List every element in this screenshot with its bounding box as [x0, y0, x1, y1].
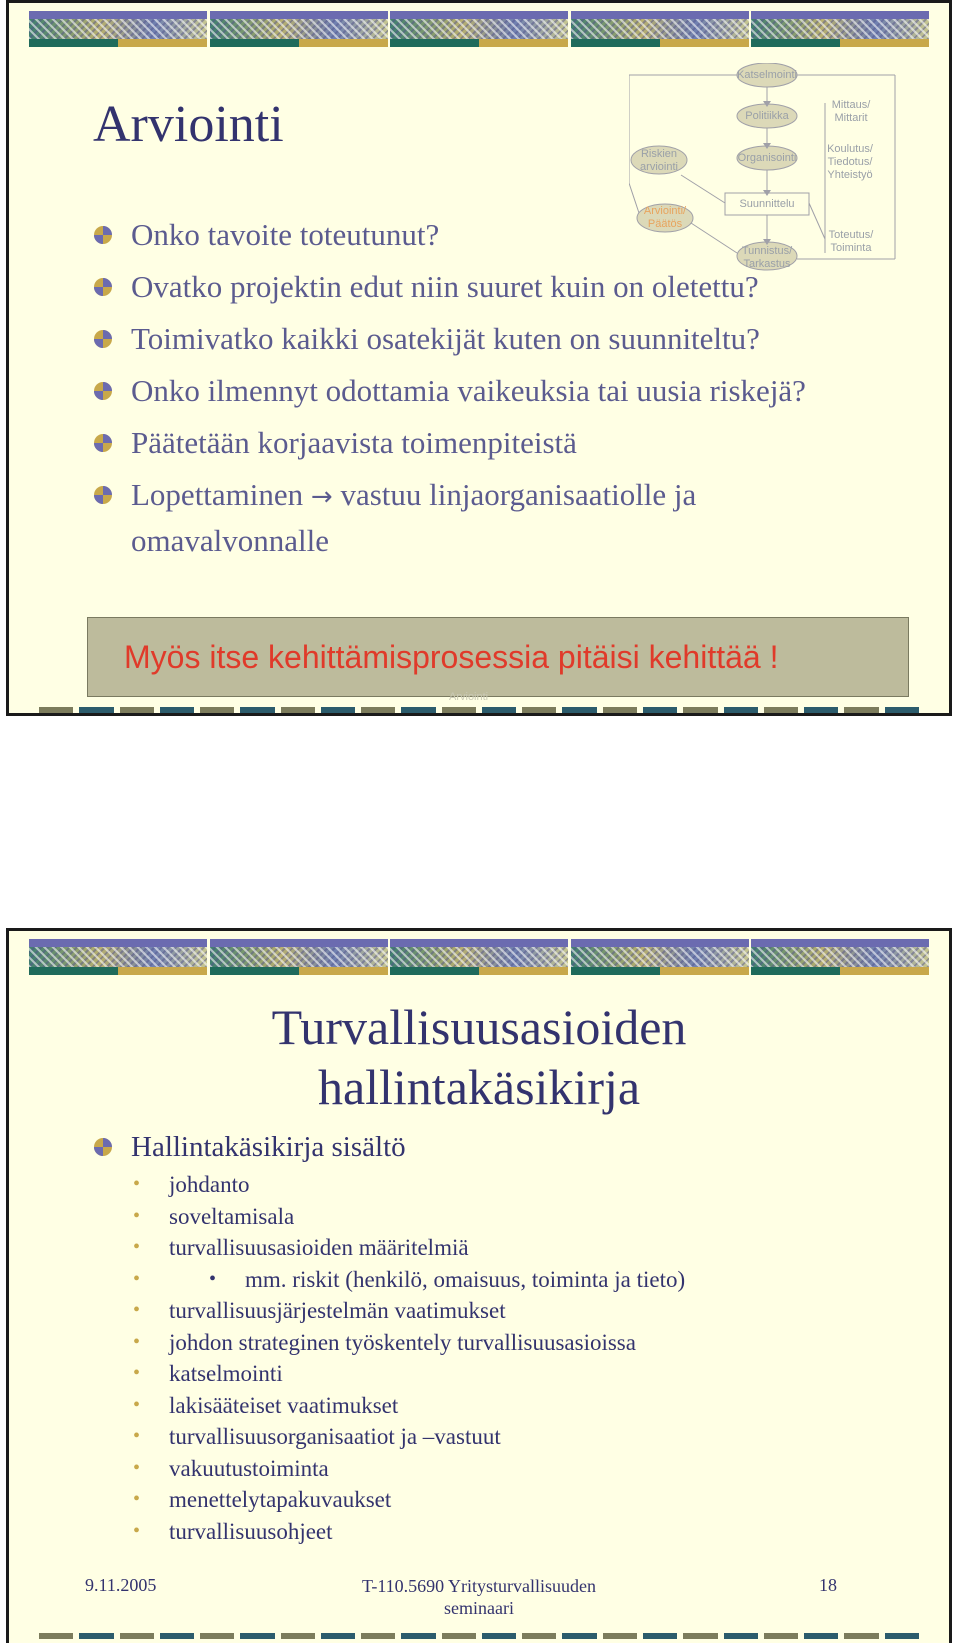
footer-page-number: 18	[819, 1575, 837, 1595]
list-item: • turvallisuusohjeet	[133, 1516, 685, 1548]
header-tile	[29, 11, 207, 47]
list-item: • soveltamisala	[133, 1201, 685, 1233]
header-tile	[210, 11, 388, 47]
header-tile	[571, 11, 749, 47]
bullet-ball-icon	[93, 485, 113, 505]
bullet-ball-icon	[93, 329, 113, 349]
header-tile	[29, 939, 207, 975]
header-tile	[571, 939, 749, 975]
list-item: • lakisääteiset vaatimukset	[133, 1390, 685, 1422]
list-item: • • mm. riskit (henkilö, omaisuus, toiminta ja tieto)	[209, 1264, 685, 1296]
bullet-ball-icon	[93, 225, 113, 245]
slide-title: Turvallisuusasioiden hallintakäsikirja	[271, 999, 687, 1115]
node-koulutus: Koulutus/ Tiedotus/ Yhteistyö	[827, 143, 873, 181]
bullet-item: Ovatko projektin edut niin suuret kuin on oletettu?	[93, 265, 831, 309]
node-arviointi-paatos: Arviointi/ Päätös	[643, 205, 687, 230]
slide-title: Arviointi	[93, 96, 284, 153]
header-tile	[210, 939, 388, 975]
header-tile	[390, 11, 568, 47]
list-item: • turvallisuusjärjestelmän vaatimukset	[133, 1295, 685, 1327]
header-band	[29, 939, 929, 975]
node-katselmointi: Katselmointi	[737, 69, 797, 81]
node-politiikka: Politiikka	[745, 110, 789, 122]
slide-hallintakasikirja	[6, 928, 952, 1643]
bullet-item: Onko ilmennyt odottamia vaikeuksia tai uusia riskejä?	[93, 369, 811, 413]
bullet-item: Toimivatko kaikki osatekijät kuten on suunniteltu?	[93, 317, 831, 361]
footer-course: T-110.5690 Yritysturvallisuuden seminaari	[362, 1576, 596, 1618]
bottom-strip	[39, 707, 919, 713]
bullet-item: Päätetään korjaavista toimenpiteistä	[93, 421, 831, 465]
bullet-item: Hallintakäsikirja sisältö	[93, 1127, 406, 1167]
header-tile	[751, 939, 929, 975]
list-item: • vakuutustoiminta	[133, 1453, 685, 1485]
bullet-ball-icon	[93, 1137, 113, 1157]
list-item: • turvallisuusorganisaatiot ja –vastuut	[133, 1421, 685, 1453]
slide2-bullet-list	[93, 1127, 406, 1167]
nested-list	[133, 1264, 685, 1296]
bullet-item: Lopettaminen → vastuu linjaorganisaatiolle ja omavalvonnalle	[93, 473, 831, 563]
nested-list-wrapper	[133, 1264, 685, 1296]
right-arrow-icon: →	[310, 482, 333, 512]
content-list	[93, 1169, 685, 1547]
bullet-item: Onko tavoite toteutunut?	[93, 213, 831, 257]
header-tile	[751, 11, 929, 47]
list-item: • katselmointi	[133, 1358, 685, 1390]
header-tile	[390, 939, 568, 975]
slide1-bullet-list	[93, 213, 831, 571]
list-item: • turvallisuusasioiden määritelmiä	[133, 1232, 685, 1264]
bullet-ball-icon	[93, 277, 113, 297]
callout-box: Myös itse kehittämisprosessia pitäisi kehittää !	[87, 617, 909, 697]
bullet-ball-icon	[93, 381, 113, 401]
slide-arviointi	[6, 0, 952, 716]
node-mittaus: Mittaus/ Mittarit	[831, 99, 871, 124]
node-suunnittelu: Suunnittelu	[739, 198, 795, 210]
list-item: • menettelytapakuvaukset	[133, 1484, 685, 1516]
bullet-ball-icon	[93, 433, 113, 453]
bottom-strip	[39, 1633, 919, 1639]
faint-label: Arviointi	[449, 691, 489, 703]
list-item: • johdanto	[133, 1169, 685, 1201]
footer-date: 9.11.2005	[85, 1575, 157, 1595]
node-organisointi: Organisointi	[737, 152, 797, 164]
node-tunnistus: Tunnistus/ Tarkastus	[741, 245, 793, 270]
node-riskien-arviointi: Riskien arviointi	[640, 148, 678, 173]
node-toteutus: Toteutus/ Toiminta	[828, 229, 874, 254]
list-item: • johdon strateginen työskentely turvallisuusasioissa	[133, 1327, 685, 1359]
header-band	[29, 11, 929, 47]
